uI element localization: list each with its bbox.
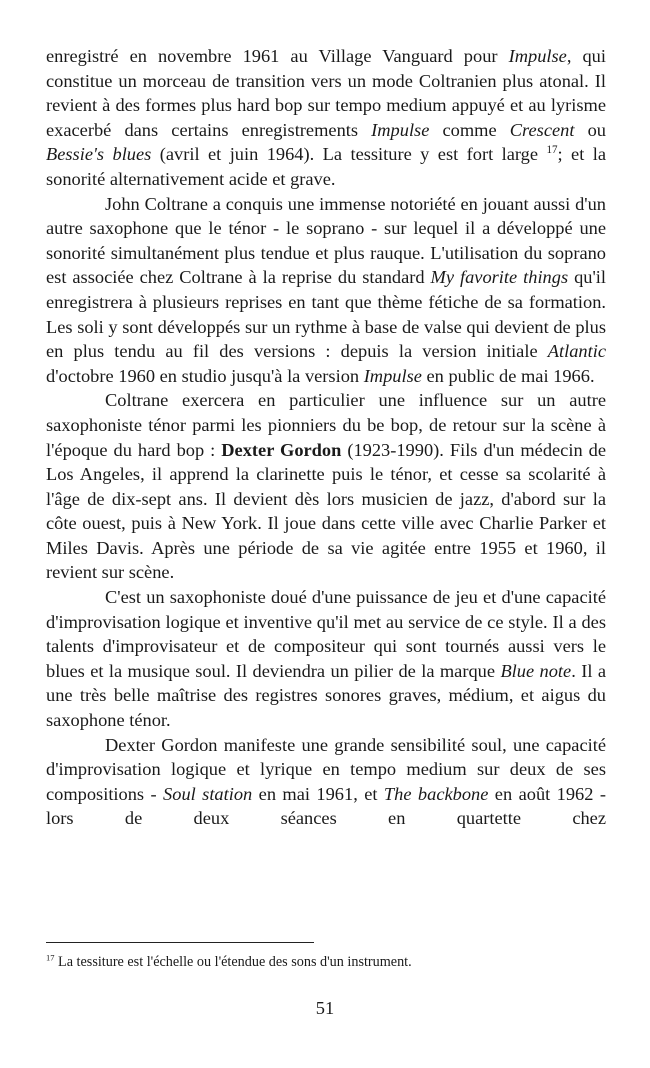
footnote-reference: 17: [546, 144, 558, 157]
footnote-text: La tessiture est l'échelle ou l'étendue des sons d'un instrument.: [58, 954, 412, 970]
text-run: en mai 1961, et: [252, 783, 384, 804]
text-run: enregistré en novembre 1961 au Village Vanguard pour: [46, 46, 509, 66]
text-run: en août 1962 - lors de deux séances en quartette chez: [46, 783, 606, 829]
text-run: Coltrane exercera en particulier une influence sur un autre saxophoniste ténor parmi les pionniers du be bop, de retour sur la scène à l'époque du hard bop :: [46, 390, 606, 460]
italic-title: Blue note: [500, 660, 572, 681]
italic-title: My favorite things: [430, 267, 569, 288]
bold-name: Dexter Gordon: [221, 439, 342, 460]
italic-title: Impulse: [508, 46, 567, 66]
text-run: d'octobre 1960 en studio jusqu'à la version: [46, 365, 364, 386]
paragraph-2: [46, 192, 606, 389]
text-run: , qui constitue un morceau de transition vers un mode Coltranien plus atonal. Il revient à des formes plus hard bop sur tempo medium appuyé et au lyrisme exacerbé dans certains enregistrements: [46, 46, 606, 140]
italic-title: Atlantic: [547, 341, 606, 362]
footnote-divider: [46, 942, 314, 943]
italic-title: Bessie's blues: [46, 144, 152, 165]
text-run: Dexter Gordon manifeste une grande sensibilité soul, une capacité d'improvisation logique et lyrique en tempo medium sur deux de ses compositions -: [46, 734, 606, 804]
text-run: (avril et juin 1964). La tessiture y est fort large: [151, 144, 547, 165]
text-run: en public de mai 1966.: [421, 365, 595, 386]
text-run: ou: [574, 119, 606, 140]
text-run: (1923-1990). Fils d'un médecin de Los Angeles, il apprend la clarinette puis le ténor, et cesse sa scolarité à l'âge de dix-sept ans. Il devient dès lors musicien de jazz, d'abord sur la côte ouest, puis à New York. Il joue dans cette ville avec Charlie Parker et Miles Davis. Après une période de sa vie agitée entre 1955 et 1960, il revient sur scène.: [46, 439, 606, 583]
paragraph-3: [46, 388, 606, 585]
page-number: 51: [315, 998, 335, 1018]
italic-title: Impulse: [371, 119, 430, 140]
paragraph-1: [46, 44, 606, 192]
text-run: C'est un saxophoniste doué d'une puissance de jeu et d'une capacité d'improvisation logique et inventive qu'il met au service de ce style. Il a des talents d'improvisateur et de compositeur qui sont tournés aussi vers le blues et la musique soul. Il deviendra un pilier de la marque: [46, 587, 606, 681]
italic-title: Soul station: [163, 783, 253, 804]
paragraph-4: [46, 585, 606, 733]
footnote-number: 17: [46, 952, 55, 963]
paragraph-5: [46, 733, 606, 831]
text-run: . Il a une très belle maîtrise des registres sonores graves, médium, et aigus du saxophone ténor.: [46, 660, 606, 731]
footnote: [46, 953, 606, 971]
italic-title: Crescent: [509, 119, 575, 140]
text-run: comme: [429, 119, 510, 140]
text-run: ; et la sonorité alternativement acide et grave.: [46, 144, 606, 189]
body-text: [46, 44, 606, 831]
italic-title: Impulse: [363, 365, 422, 386]
text-run: qu'il enregistrera à plusieurs reprises en tant que thème fétiche de sa formation. Les soli y sont développés sur un rythme à base de valse qui devient de plus en plus tendu au fil des versions : depuis la version initiale: [46, 267, 606, 362]
text-run: John Coltrane a conquis une immense notoriété en jouant aussi d'un autre saxophone que le ténor - le soprano - sur lequel il a développé une sonorité simultanément plus tendue et plus rauque. L'utilisation du soprano est associée chez Coltrane à la reprise du standard: [46, 193, 606, 288]
italic-title: The backbone: [383, 783, 489, 804]
